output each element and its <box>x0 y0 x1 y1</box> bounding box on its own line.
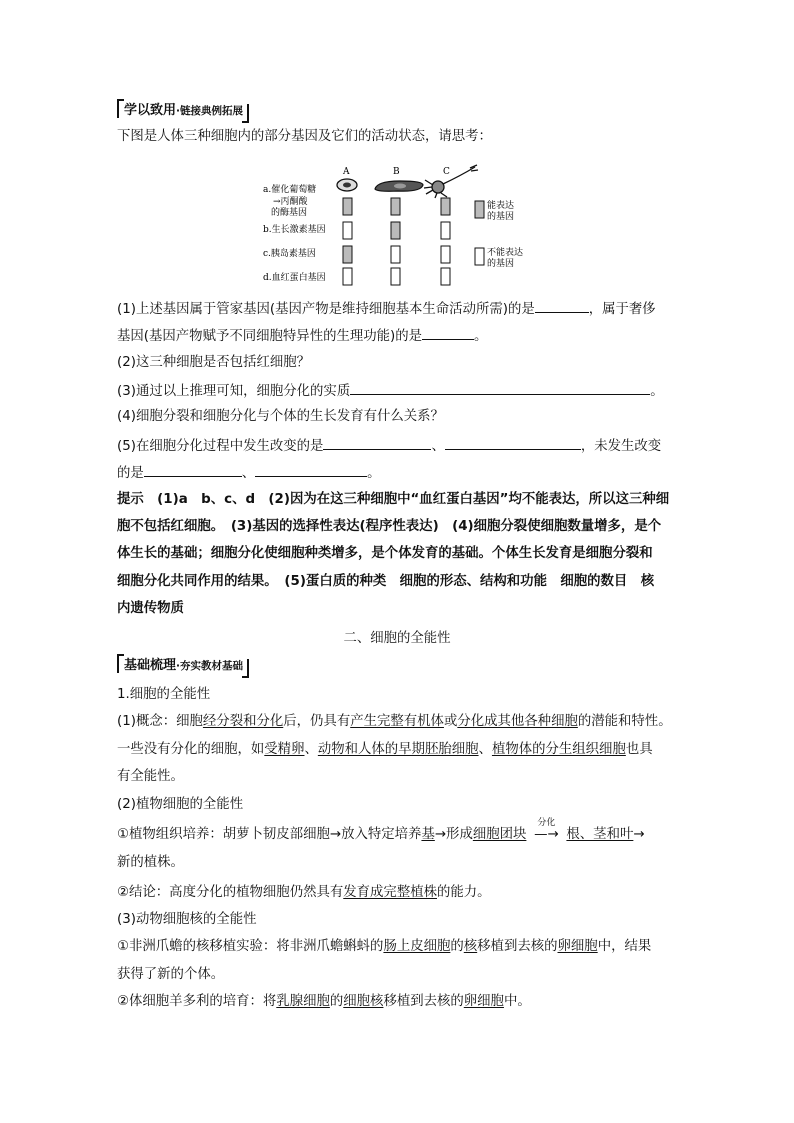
plant2-end: 的能力。 <box>437 885 491 900</box>
section-header-apply <box>117 102 249 120</box>
question-5-text-a: (5)在细胞分化过程中发生改变的是 <box>117 439 324 454</box>
concept2-pre: 一些没有分化的细胞，如 <box>117 742 265 757</box>
animal2-key-2: 细胞核 <box>343 994 384 1009</box>
animal2-mid-2: 移植到去核的 <box>383 994 464 1009</box>
question-3-end: 。 <box>650 384 664 399</box>
question-5-blank-1[interactable] <box>323 436 431 450</box>
gene-box-b-a <box>391 198 400 215</box>
gene-label-a-line2: →丙酮酸 <box>273 197 308 207</box>
animal2-mid-1: 的 <box>329 994 344 1009</box>
concept-mid-1: 后，仍具有 <box>283 714 351 729</box>
question-3 <box>117 381 664 401</box>
question-5-text-c: ，未发生改变 <box>580 439 662 454</box>
concept2-end: 也具 <box>625 742 653 757</box>
concept-end: 的潜能和特性。 <box>577 714 672 729</box>
section-header-title: 学以致用 <box>124 103 177 118</box>
question-5-blank-2[interactable] <box>445 436 581 450</box>
concept2-key-2: 动物和人体的早期胚胎细胞 <box>317 742 479 757</box>
plant1-pre: ①植物组织培养：胡萝卜韧皮部细胞→放入特定培养 <box>117 827 422 842</box>
gene-box-a-c <box>343 246 352 263</box>
legend-not-expressed-box <box>475 248 484 265</box>
section-header-subtitle: ·链接典例拓展 <box>176 105 244 117</box>
animal1-key-2: 核 <box>463 939 478 954</box>
plant1-key-2: 细胞团块 <box>472 827 527 842</box>
animal-item-1-line1 <box>117 938 651 956</box>
animal1-mid-1: 的 <box>450 939 464 954</box>
gene-box-c-d <box>441 268 450 285</box>
concept2-mid-1: 、 <box>304 742 318 757</box>
animal-item-1-line2: 获得了新的个体。 <box>117 967 225 982</box>
concept-key-1: 经分裂和分化 <box>202 714 284 729</box>
gene-label-c: c.胰岛素基因 <box>263 249 316 259</box>
plant-item-1-line1 <box>117 818 645 844</box>
section-header-title: 基础梳理 <box>124 658 177 673</box>
answer-line-3: 体生长的基础；细胞分化使细胞种类增多，是个体发育的基础。个体生长发育是细胞分裂和 <box>117 546 653 561</box>
concept2-mid-2: 、 <box>478 742 492 757</box>
question-1-blank-1[interactable] <box>535 299 589 313</box>
question-1-line2 <box>117 326 487 346</box>
cell-c-drawing <box>424 165 478 198</box>
question-1-text-b: ，属于奢侈 <box>588 302 656 317</box>
concept2-key-3: 植物体的分生组织细胞 <box>491 742 626 757</box>
plant2-key: 发育成完整植株 <box>343 885 437 900</box>
gene-box-a-b <box>343 222 352 239</box>
question-5-blank-4[interactable] <box>255 463 367 477</box>
animal2-pre: ②体细胞羊多利的培育：将 <box>117 994 277 1009</box>
legend-expressed-line2: 的基因 <box>487 212 515 222</box>
legend-expressed-box <box>475 201 484 218</box>
gene-label-b: b.生长激素基因 <box>263 225 326 235</box>
item-1-title: 1.细胞的全能性 <box>117 687 211 702</box>
gene-label-a-line3: 的酶基因 <box>271 208 308 218</box>
concept-pre: (1)概念：细胞 <box>117 714 203 729</box>
plant1-mid: →形成 <box>434 827 473 842</box>
cell-label-c: C <box>443 167 450 177</box>
plant1-end: → <box>633 827 645 842</box>
question-5-blank-3[interactable] <box>144 463 242 477</box>
question-5-sep-2: 、 <box>241 466 256 481</box>
plant-item-2 <box>117 884 491 902</box>
question-3-text: (3)通过以上推理可知，细胞分化的实质 <box>117 384 351 399</box>
animal-title: (3)动物细胞核的全能性 <box>117 912 257 927</box>
gene-box-c-b <box>441 222 450 239</box>
question-5-sep-1: 、 <box>431 439 445 454</box>
plant1-key-3: 根、茎和叶 <box>566 827 634 842</box>
cell-label-a: A <box>343 167 350 177</box>
animal1-key-1: 肠上皮细胞 <box>383 939 451 954</box>
legend-expressed-line1: 能表达 <box>487 201 515 211</box>
cell-label-b: B <box>393 167 400 177</box>
cell-a-drawing <box>337 179 357 191</box>
gene-expression-figure <box>255 164 545 290</box>
plant1-key-1: 基 <box>421 827 435 842</box>
gene-label-a-line1: a.催化葡萄糖 <box>263 185 317 195</box>
question-1-text-c: 基因(基因产物赋予不同细胞特异性的生理功能)的是 <box>117 329 423 344</box>
section-2-title: 二、细胞的全能性 <box>343 631 451 646</box>
gene-box-c-a <box>441 198 450 215</box>
cell-b-drawing <box>375 181 423 191</box>
section-header-subtitle: ·夯实教材基础 <box>176 660 244 672</box>
answer-line-4: 细胞分化共同作用的结果。 (5)蛋白质的种类 细胞的形态、结构和功能 细胞的数目 核 <box>117 574 655 589</box>
concept-line-2 <box>117 741 653 759</box>
gene-box-b-d <box>391 268 400 285</box>
legend-not-expressed-line2: 的基因 <box>487 259 515 269</box>
plant2-pre: ②结论：高度分化的植物细胞仍然具有 <box>117 885 344 900</box>
concept-key-2: 产生完整有机体 <box>350 714 444 729</box>
question-1-line1 <box>117 299 656 319</box>
concept2-key-1: 受精卵 <box>264 742 305 757</box>
animal-item-2 <box>117 993 531 1011</box>
plant-title: (2)植物细胞的全能性 <box>117 797 244 812</box>
answer-line-2: 胞不包括红细胞。 (3)基因的选择性表达(程序性表达) (4)细胞分裂使细胞数量增多，是个 <box>117 519 662 534</box>
gene-box-a-d <box>343 268 352 285</box>
question-2: (2)这三种细胞是否包括红细胞？ <box>117 355 311 370</box>
answer-line-1: 提示 (1)a b、c、d (2)因为在这三种细胞中“血红蛋白基因”均不能表达，所以这三种细 <box>117 492 670 507</box>
animal2-key-1: 乳腺细胞 <box>276 994 330 1009</box>
question-3-blank[interactable] <box>350 381 650 395</box>
gene-box-c-c <box>441 246 450 263</box>
answer-line-5: 内遗传物质 <box>117 601 184 616</box>
gene-box-b-c <box>391 246 400 263</box>
gene-box-b-b <box>391 222 400 239</box>
concept-line-1 <box>117 713 672 731</box>
gene-label-d: d.血红蛋白基因 <box>263 273 326 283</box>
differentiation-arrow: 分化 —→ <box>526 826 566 844</box>
animal1-key-3: 卵细胞 <box>557 939 598 954</box>
animal1-end: 中，结果 <box>597 939 652 954</box>
concept-key-3: 分化成其他各种细胞 <box>457 714 578 729</box>
concept-line-3: 有全能性。 <box>117 769 184 784</box>
question-5-end: 。 <box>367 466 381 481</box>
animal2-key-3: 卵细胞 <box>463 994 504 1009</box>
legend-not-expressed-line1: 不能表达 <box>487 248 524 258</box>
plant-item-1-line2: 新的植株。 <box>117 855 184 870</box>
question-5-line2 <box>117 463 381 483</box>
animal1-pre: ①非洲爪蟾的核移植实验：将非洲爪蟾蝌蚪的 <box>117 939 384 954</box>
animal1-mid-2: 移植到去核的 <box>477 939 558 954</box>
question-5-line1 <box>117 436 661 456</box>
question-1-blank-2[interactable] <box>422 326 474 340</box>
gene-box-a-a <box>343 198 352 215</box>
question-5-text-d: 的是 <box>117 466 144 481</box>
intro-text: 下图是人体三种细胞内的部分基因及它们的活动状态，请思考： <box>117 129 492 144</box>
question-1-text-a: (1)上述基因属于管家基因(基因产物是维持细胞基本生命活动所需)的是 <box>117 302 535 317</box>
question-4: (4)细胞分裂和细胞分化与个体的生长发育有什么关系？ <box>117 409 444 424</box>
gene-boxes <box>343 198 450 285</box>
question-1-text-d: 。 <box>474 329 488 344</box>
section-header-basics <box>117 657 249 675</box>
differentiation-arrow-label: 分化 <box>537 818 556 828</box>
animal2-end: 中。 <box>503 994 531 1009</box>
concept-mid-2: 或 <box>443 714 458 729</box>
